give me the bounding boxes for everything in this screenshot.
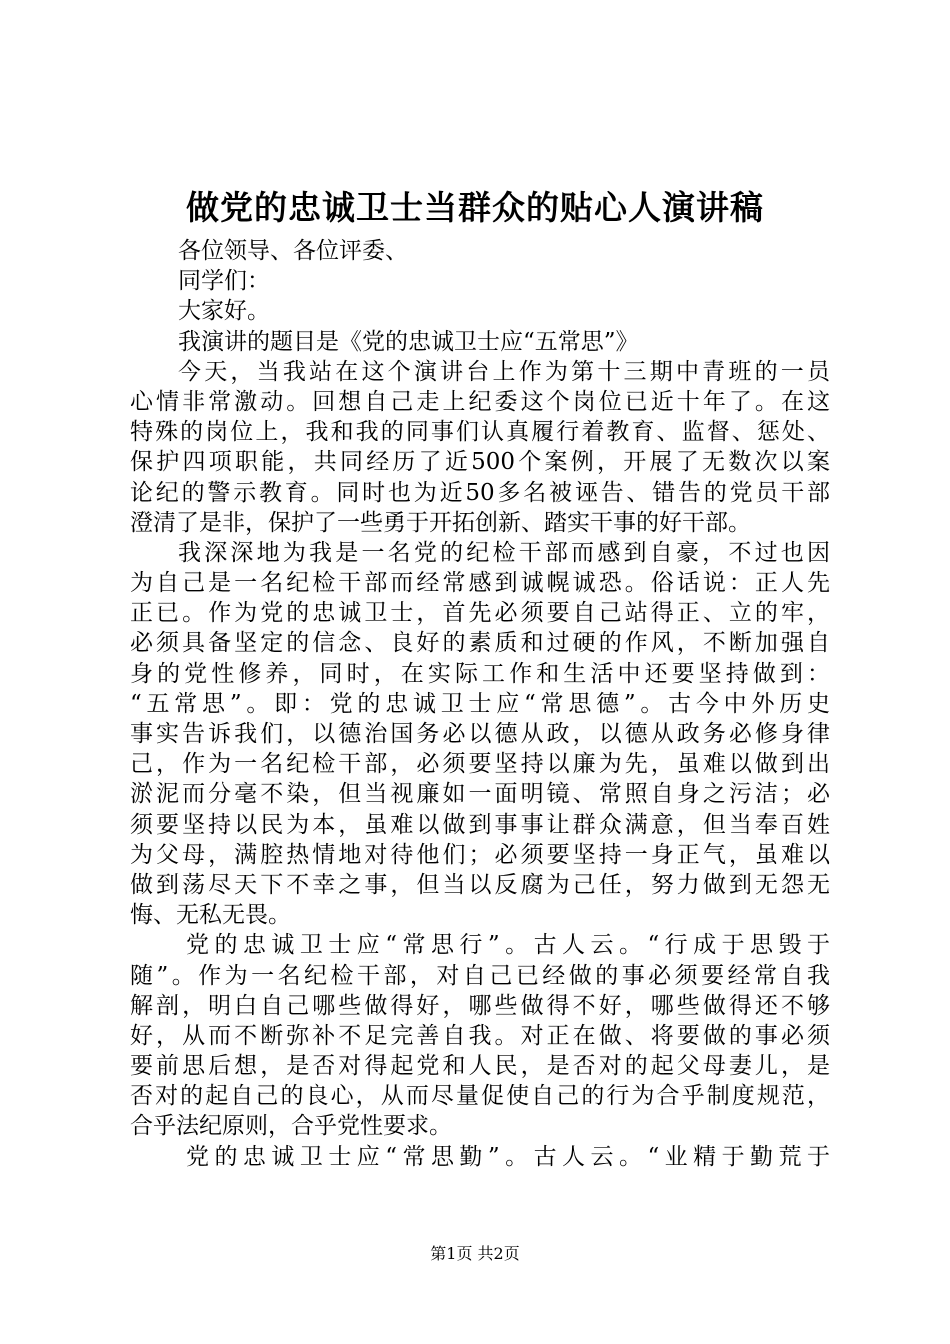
text-line: 悔、无私无畏。 bbox=[130, 902, 291, 929]
text-line: 身的党性修养，同时，在实际工作和生活中还要坚持做到： bbox=[130, 660, 830, 687]
text-line: 己，作为一名纪检干部，必须要坚持以廉为先，虽难以做到出 bbox=[130, 751, 830, 778]
text-line: 解剖，明白自己哪些做得好，哪些做得不好，哪些做得还不够 bbox=[130, 992, 830, 1019]
text-line: 各位领导、各位评委、 bbox=[178, 238, 408, 264]
text-line: “五常思”。即：党的忠诚卫士应“常思德”。古今中外历史 bbox=[130, 690, 830, 717]
text-line: 澄清了是非，保护了一些勇于开拓创新、踏实干事的好干部。 bbox=[130, 509, 751, 536]
text-line: 淤泥而分毫不染，但当视廉如一面明镜、常照自身之污洁；必 bbox=[130, 781, 830, 808]
text-line: 否对的起自己的良心，从而尽量促使自己的行为合乎制度规范， bbox=[130, 1083, 830, 1110]
text-line: 合乎法纪原则，合乎党性要求。 bbox=[130, 1113, 452, 1140]
text-line: 须要坚持以民为本，虽难以做到事事让群众满意，但当奉百姓 bbox=[130, 811, 830, 838]
text-line: 大家好。 bbox=[178, 298, 270, 325]
document-body bbox=[130, 236, 830, 1172]
text-line: 我深深地为我是一名党的纪检干部而感到自豪，不过也因 bbox=[178, 539, 830, 566]
text-line: 必须具备坚定的信念、良好的素质和过硬的作风，不断加强自 bbox=[130, 630, 830, 657]
text-line: 为自己是一名纪检干部而经常感到诚幌诚恐。俗话说：正人先 bbox=[130, 570, 830, 597]
text-line: 同学们： bbox=[178, 268, 270, 295]
text-line: 事实告诉我们，以德治国务必以德从政，以德从政务必修身律 bbox=[130, 721, 830, 747]
page-footer: 第1页 共2页 bbox=[430, 1244, 520, 1263]
text-line: 保护四项职能，共同经历了近500个案例，开展了无数次以案 bbox=[130, 449, 830, 476]
text-line: 好，从而不断弥补不足完善自我。对正在做、将要做的事必须 bbox=[130, 1022, 830, 1049]
text-line: 为父母，满腔热情地对待他们；必须要坚持一身正气，虽难以 bbox=[130, 841, 830, 868]
document-title: 做党的忠诚卫士当群众的贴心人演讲稿 bbox=[186, 188, 764, 227]
text-line: 特殊的岗位上，我和我的同事们认真履行着教育、监督、惩处、 bbox=[130, 419, 830, 446]
text-line: 我演讲的题目是《党的忠诚卫士应“五常思”》 bbox=[178, 328, 639, 355]
text-line: 党的忠诚卫士应“常思行”。古人云。“行成于思毁于 bbox=[186, 932, 830, 959]
text-line: 党的忠诚卫士应“常思勤”。古人云。“业精于勤荒于 bbox=[186, 1143, 830, 1170]
text-line: 今天，当我站在这个演讲台上作为第十三期中青班的一员 bbox=[178, 358, 830, 385]
text-line: 心情非常激动。回想自己走上纪委这个岗位已近十年了。在这 bbox=[130, 388, 830, 415]
text-line: 做到荡尽天下不幸之事，但当以反腐为己任，努力做到无怨无 bbox=[130, 871, 830, 898]
text-line: 要前思后想，是否对得起党和人民，是否对的起父母妻儿，是 bbox=[130, 1053, 830, 1080]
text-line: 随”。作为一名纪检干部，对自己已经做的事必须要经常自我 bbox=[130, 962, 830, 989]
text-line: 正已。作为党的忠诚卫士，首先必须要自己站得正、立的牢， bbox=[130, 600, 830, 627]
text-line: 论纪的警示教育。同时也为近50多名被诬告、错告的党员干部 bbox=[130, 479, 830, 506]
